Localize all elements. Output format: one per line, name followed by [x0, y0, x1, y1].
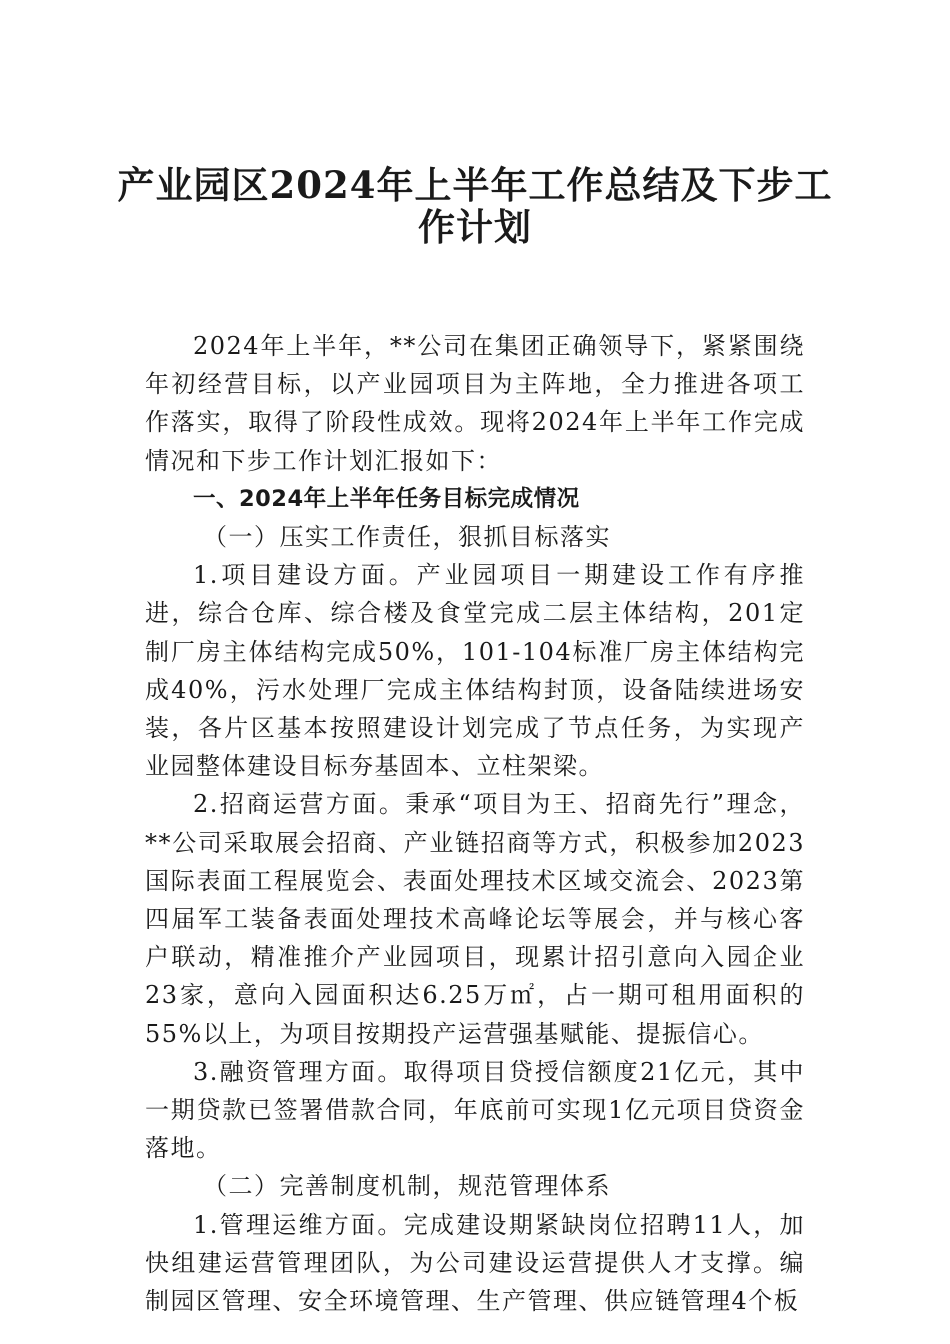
subsection-2-heading: （二）完善制度机制，规范管理体系: [203, 1172, 611, 1201]
project-construction-paragraph: 1.项目建设方面。产业园项目一期建设工作有序推进，综合仓库、综合楼及食堂完成二层主体结构，201定制厂房主体结构完成50%，101-104标准厂房主体结构完成40%，污水处理厂完成主体结构封顶，设备陆续进场安装，各片区基本按照建设计划完成了节点任务，为实现产业园整体建设目标夯基固本、立柱架梁。: [145, 561, 805, 781]
document-title-line-2: 作计划: [418, 205, 532, 249]
intro-paragraph: 2024年上半年，**公司在集团正确领导下，紧紧围绕年初经营目标，以产业园项目为主阵地，全力推进各项工作落实，取得了阶段性成效。现将2024年上半年工作完成情况和下步工作计划汇报如下：: [145, 332, 805, 475]
financing-management-paragraph: 3.融资管理方面。取得项目贷授信额度21亿元，其中一期贷款已签署借款合同，年底前可实现1亿元项目贷资金落地。: [145, 1057, 805, 1163]
document-title-line-1: 产业园区2024年上半年工作总结及下步工: [117, 163, 833, 207]
section-1-heading: 一、2024年上半年任务目标完成情况: [193, 485, 580, 512]
subsection-1-heading: （一）压实工作责任，狠抓目标落实: [203, 523, 611, 552]
document-body: [145, 327, 805, 1320]
management-operation-paragraph: 1.管理运维方面。完成建设期紧缺岗位招聘11人，加快组建运营管理团队，为公司建设运营提供人才支撑。编制园区管理、安全环境管理、生产管理、供应链管理4个板: [145, 1210, 805, 1316]
investment-operation-paragraph: 2.招商运营方面。秉承“项目为王、招商先行”理念，**公司采取展会招商、产业链招商等方式，积极参加2023国际表面工程展览会、表面处理技术区域交流会、2023第四届军工装备表面处理技术高峰论坛等展会，并与核心客户联动，精准推介产业园项目，现累计招引意向入园企业23家，意向入园面积达6.25万㎡，占一期可租用面积的55%以上，为项目按期投产运营强基赋能、提振信心。: [145, 790, 805, 1048]
